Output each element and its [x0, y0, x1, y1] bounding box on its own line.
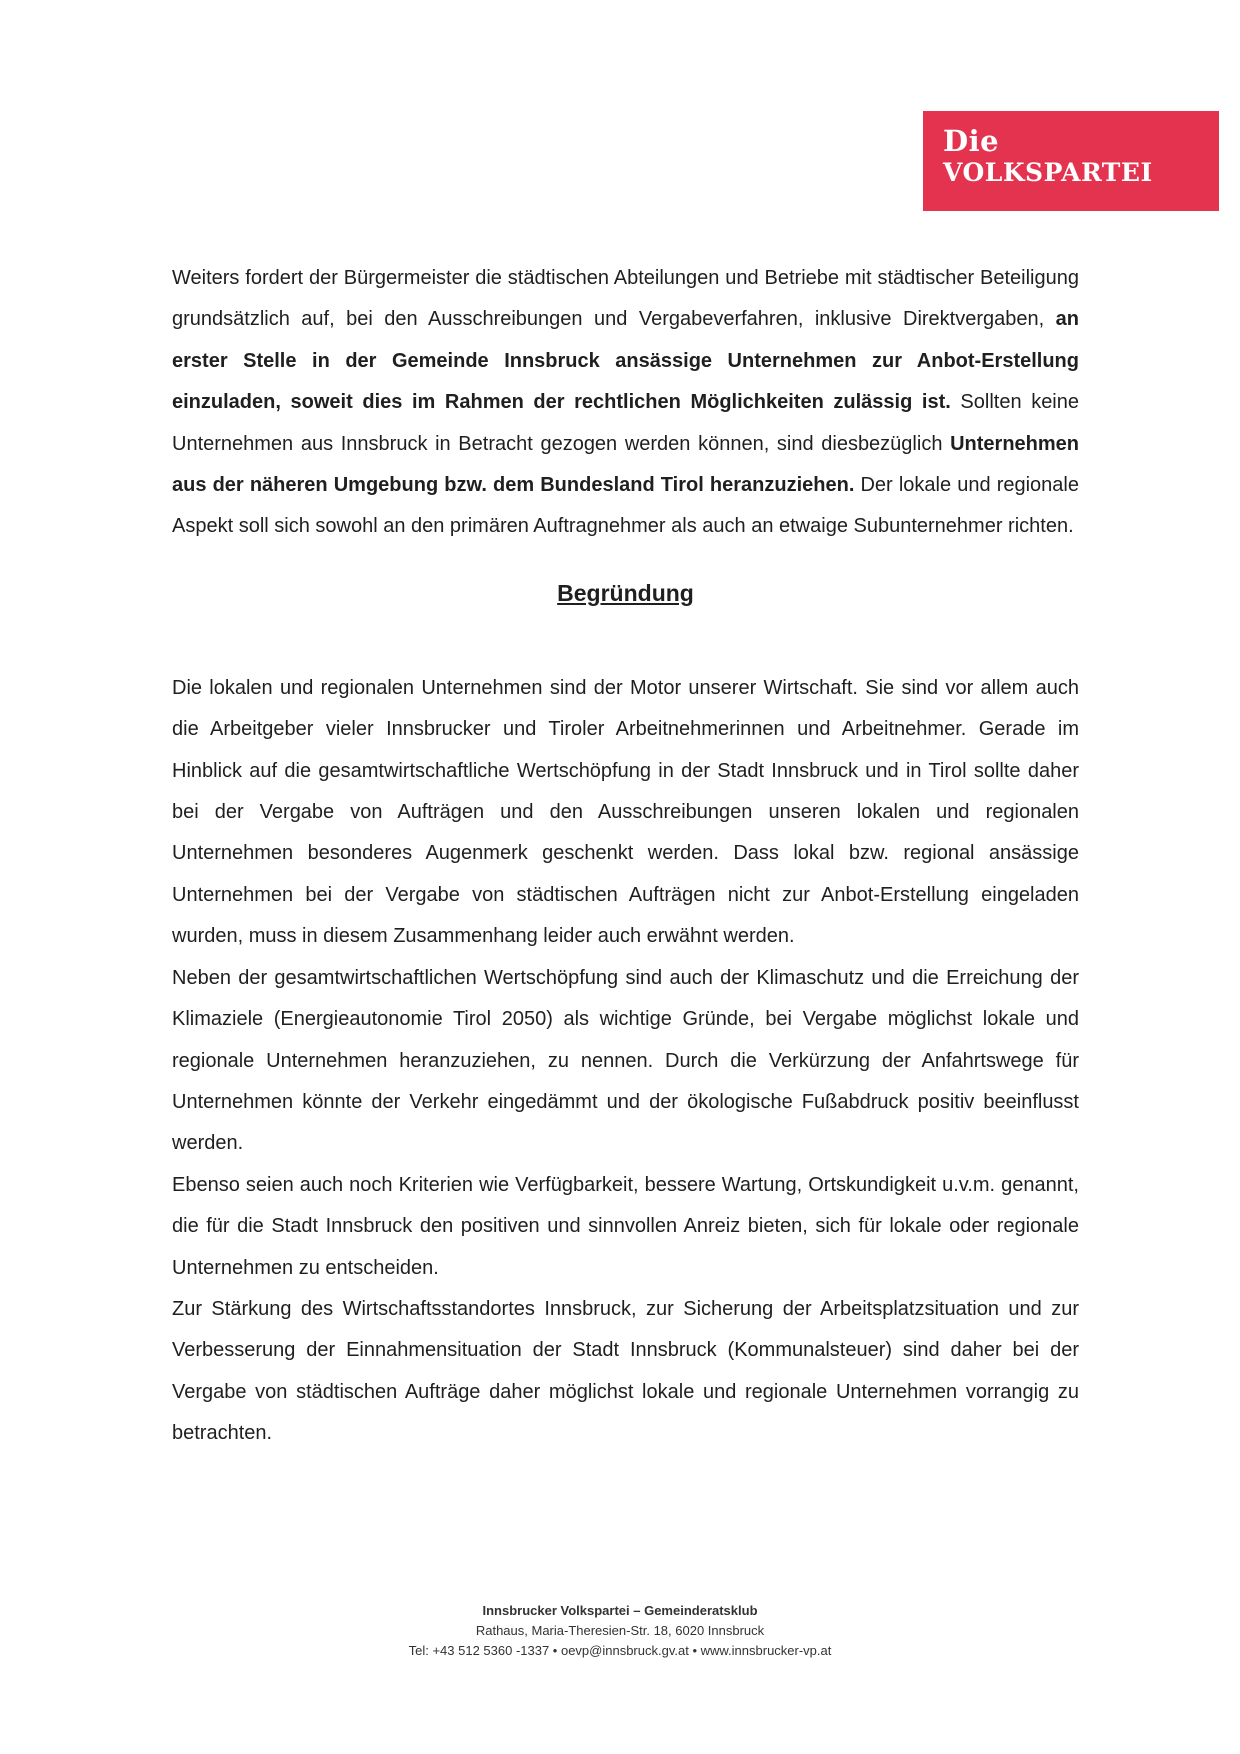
- body-paragraph-1: Die lokalen und regionalen Unternehmen sind der Motor unserer Wirtschaft. Sie sind vor allem auch die Arbeitgeber vieler Innsbrucker und Tiroler Arbeitnehmerinnen und Arbeitnehmer. Gerade im Hinblick auf die gesamtwirtschaftliche Wertschöpfung in der Stadt Innsbruck und in Tirol sollte daher bei der Vergabe von Aufträgen und den Ausschreibungen unseren lokalen und regionalen Unternehmen besonderes Augenmerk geschenkt werden. Dass lokal bzw. regional ansässige Unternehmen bei der Vergabe von städtischen Aufträgen nicht zur Anbot-Erstellung eingeladen wurden, muss in diesem Zusammenhang leider auch erwähnt werden.: [172, 676, 1079, 948]
- intro-bold-1: an erster Stelle in der Gemeinde Innsbruck ansässige Unternehmen zur Anbot-Erstellung einzuladen, soweit dies im Rahmen der rechtlichen Möglichkeiten zulässig ist.: [172, 308, 1079, 414]
- intro-text-3: Der lokale und regionale Aspekt soll sich sowohl an den primären Auftragnehmer als auch an etwaige Subunternehmer richten.: [172, 474, 1079, 538]
- section-heading: Begründung: [557, 579, 694, 606]
- intro-bold-2: Unternehmen aus der näheren Umgebung bzw. dem Bundesland Tirol heranzuziehen.: [172, 432, 1079, 497]
- footer-address: Rathaus, Maria-Theresien-Str. 18, 6020 Innsbruck: [475, 1623, 765, 1638]
- intro-text-2: Sollten keine Unternehmen aus Innsbruck in Betracht gezogen werden können, sind diesbezüglich: [172, 391, 1079, 455]
- body-paragraph-2: Neben der gesamtwirtschaftlichen Wertschöpfung sind auch der Klimaschutz und die Erreichung der Klimaziele (Energieautonomie Tirol 2050) als wichtige Gründe, bei Vergabe möglichst lokale und regionale Unternehmen heranzuziehen, zu nennen. Durch die Verkürzung der Anfahrtswege für Unternehmen könnte der Verkehr eingedämmt und der ökologische Fußabdruck positiv beeinflusst werden.: [172, 966, 1079, 1155]
- intro-paragraph: [172, 258, 1079, 548]
- body-paragraph-4: Zur Stärkung des Wirtschaftsstandortes Innsbruck, zur Sicherung der Arbeitsplatzsituation und zur Verbesserung der Einnahmensituation der Stadt Innsbruck (Kommunalsteuer) sind daher bei der Vergabe von städtischen Aufträge daher möglichst lokale und regionale Unternehmen vorrangig zu betrachten.: [172, 1297, 1079, 1445]
- footer-contact: Tel: +43 512 5360 -1337 • oevp@innsbruck.gv.at • www.innsbrucker-vp.at: [408, 1643, 832, 1658]
- party-logo: [923, 111, 1219, 211]
- logo-line-volkspartei: VOLKSPARTEI: [943, 158, 1153, 187]
- body-paragraph-3: Ebenso seien auch noch Kriterien wie Verfügbarkeit, bessere Wartung, Ortskundigkeit u.v.m. genannt, die für die Stadt Innsbruck den positiven und sinnvollen Anreiz bieten, sich für lokale oder regionale Unternehmen zu entscheiden.: [172, 1173, 1079, 1279]
- document-body: [172, 258, 1079, 1455]
- page-footer: [300, 1601, 940, 1661]
- footer-organization: Innsbrucker Volkspartei – Gemeinderatsklub: [482, 1603, 758, 1618]
- logo-line-die: Die: [943, 124, 1000, 158]
- intro-text-1: Weiters fordert der Bürgermeister die städtischen Abteilungen und Betriebe mit städtischer Beteiligung grundsätzlich auf, bei den Ausschreibungen und Vergabeverfahren, inklusive Direktvergaben,: [172, 267, 1079, 331]
